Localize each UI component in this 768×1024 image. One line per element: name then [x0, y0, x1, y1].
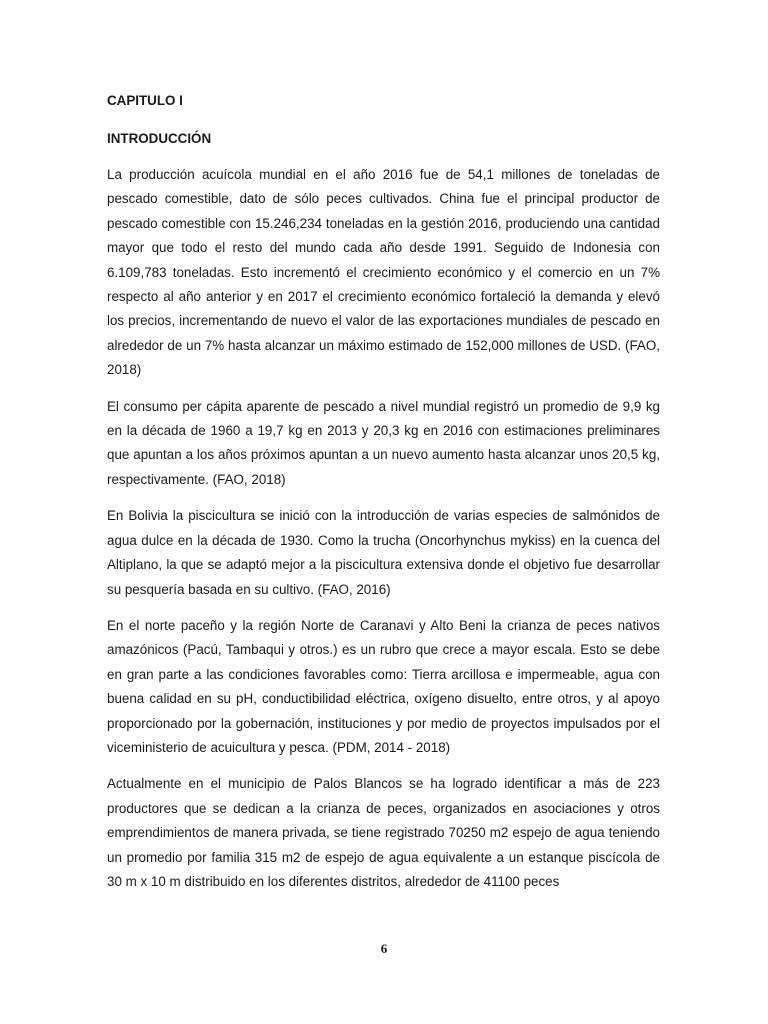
- paragraph-bolivia-history: En Bolivia la piscicultura se inició con la introducción de varias especies de salmónidos de agua dulce en la década de 1930. Como la trucha (Oncorhynchus mykiss) en la cuenca del Altiplano, la que se adaptó mejor a la piscicultura extensiva donde el objetivo fue desarrollar su pesquería basada en su cultivo. (FAO, 2016): [107, 508, 660, 597]
- section-heading: INTRODUCCIÓN: [107, 131, 212, 146]
- paragraph-northern-region: En el norte paceño y la región Norte de Caranavi y Alto Beni la crianza de peces nativos amazónicos (Pacú, Tambaqui y otros.) es un rubro que crece a mayor escala. Esto se debe en gran parte a las condiciones favorables como: Tierra arcillosa e impermeable, agua con buena calidad en su pH, conductibilidad eléctrica, oxígeno disuelto, entre otros, y al apoyo proporcionado por la gobernación, instituciones y por medio de proyectos impulsados por el viceministerio de acuicultura y pesca. (PDM, 2014 - 2018): [107, 617, 660, 755]
- page-content: [107, 89, 660, 906]
- chapter-heading: CAPITULO I: [107, 93, 183, 108]
- page-number: 6: [380, 941, 388, 956]
- paragraph-palos-blancos: Actualmente en el municipio de Palos Blancos se ha logrado identificar a más de 223 productores que se dedican a la crianza de peces, organizados en asociaciones y otros emprendimientos de manera privada, se tiene registrado 70250 m2 espejo de agua teniendo un promedio por familia 315 m2 de espejo de agua equivalente a un estanque piscícola de 30 m x 10 m distribuido en los diferentes distritos, alrededor de 41100 peces: [107, 776, 660, 889]
- paragraph-world-production: La producción acuícola mundial en el año 2016 fue de 54,1 millones de toneladas de pescado comestible, dato de sólo peces cultivados. China fue el principal productor de pescado comestible con 15.246,234 toneladas en la gestión 2016, produciendo una cantidad mayor que todo el resto del mundo cada año desde 1991. Seguido de Indonesia con 6.109,783 toneladas. Esto incrementó el crecimiento económico y el comercio en un 7% respecto al año anterior y en 2017 el crecimiento económico fortaleció la demanda y elevó los precios, incrementando de nuevo el valor de las exportaciones mundiales de pescado en alrededor de un 7% hasta alcanzar un máximo estimado de 152,000 millones de USD. (FAO, 2018): [107, 167, 660, 378]
- paragraph-per-capita-consumption: El consumo per cápita aparente de pescado a nivel mundial registró un promedio de 9,9 kg en la década de 1960 a 19,7 kg en 2013 y 20,3 kg en 2016 con estimaciones preliminares que apuntan a los años próximos apuntan a un nuevo aumento hasta alcanzar unos 20,5 kg, respectivamente. (FAO, 2018): [107, 398, 660, 487]
